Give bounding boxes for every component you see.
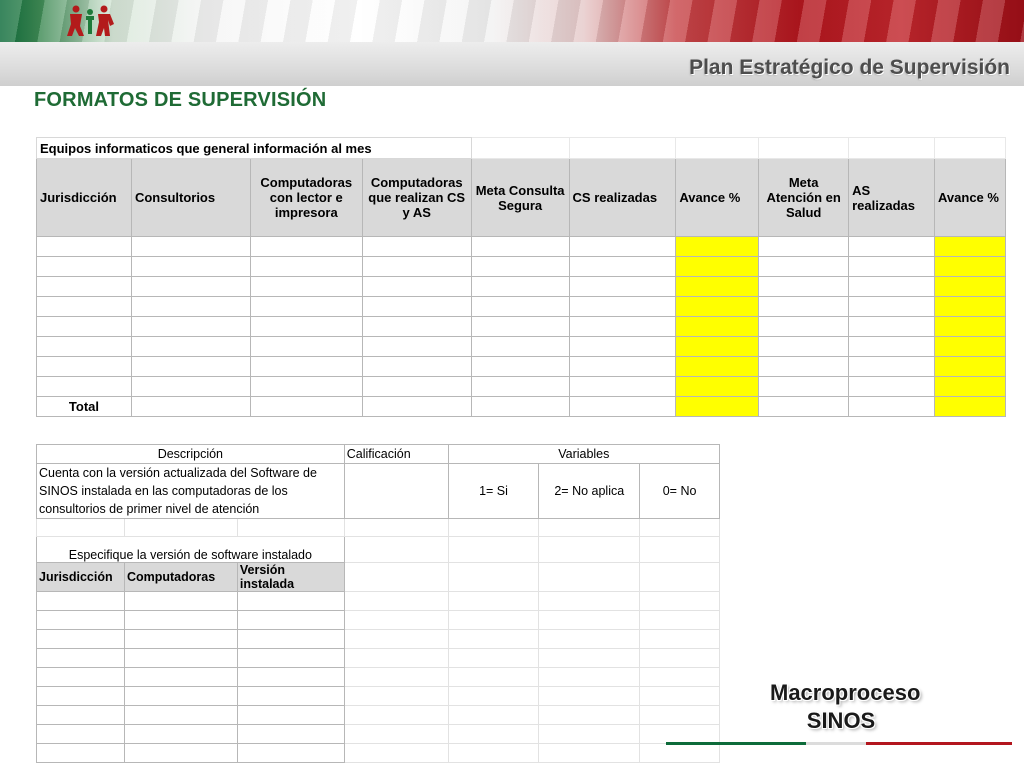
column-header: Consultorios <box>131 159 250 237</box>
column-header: Computadoras que realizan CS y AS <box>362 159 471 237</box>
option-no-aplica: 2= No aplica <box>539 464 640 519</box>
table-row <box>37 277 1006 297</box>
table-row <box>37 706 720 725</box>
flag-stripes <box>666 740 1012 747</box>
table-row <box>37 317 1006 337</box>
table-row <box>37 611 720 630</box>
total-row <box>37 397 1006 417</box>
table-row <box>37 687 720 706</box>
calificacion-cell <box>344 464 448 519</box>
column-header: Computadoras <box>124 563 237 592</box>
table-row <box>37 297 1006 317</box>
column-header: Jurisdicción <box>37 563 125 592</box>
flag-banner <box>0 0 1024 42</box>
table-row <box>37 630 720 649</box>
total-label: Total <box>37 397 132 417</box>
table-row <box>37 257 1006 277</box>
question-text: Cuenta con la versión actualizada del Software de SINOS instalada en las computadoras de los consultorios de primer nivel de atención <box>37 464 345 519</box>
specify-version-label: Especifique la versión de software instalado <box>37 537 345 563</box>
table-row <box>37 744 720 763</box>
macro-line-1: Macroproceso <box>770 680 921 705</box>
table-row <box>37 668 720 687</box>
column-header: Computadoras con lector e impresora <box>250 159 362 237</box>
macroproceso-label <box>770 680 921 734</box>
column-header: Avance % <box>935 159 1006 237</box>
table-row <box>37 377 1006 397</box>
software-table <box>36 444 720 763</box>
column-header: Jurisdicción <box>37 159 132 237</box>
option-no: 0= No <box>640 464 720 519</box>
column-header: Avance % <box>676 159 759 237</box>
column-header: AS realizadas <box>849 159 935 237</box>
table-row <box>37 357 1006 377</box>
option-si: 1= Si <box>448 464 539 519</box>
equipment-table <box>36 137 1006 417</box>
column-header: Meta Atención en Salud <box>759 159 849 237</box>
table-row <box>37 725 720 744</box>
plan-title: Plan Estratégico de Supervisión <box>689 56 1010 79</box>
institution-logo-icon <box>64 4 120 38</box>
column-header: CS realizadas <box>569 159 676 237</box>
descripcion-header: Descripción <box>37 445 345 464</box>
column-header: Versión instalada <box>237 563 344 592</box>
variables-header: Variables <box>448 445 719 464</box>
table-row <box>37 649 720 668</box>
table-row <box>37 337 1006 357</box>
page-title: FORMATOS DE SUPERVISIÓN <box>34 89 327 111</box>
table-caption: Equipos informaticos que general información al mes <box>37 138 472 159</box>
table-row <box>37 237 1006 257</box>
table-row <box>37 592 720 611</box>
macro-line-2: SINOS <box>806 708 876 733</box>
column-header: Meta Consulta Segura <box>471 159 569 237</box>
calificacion-header: Calificación <box>344 445 448 464</box>
